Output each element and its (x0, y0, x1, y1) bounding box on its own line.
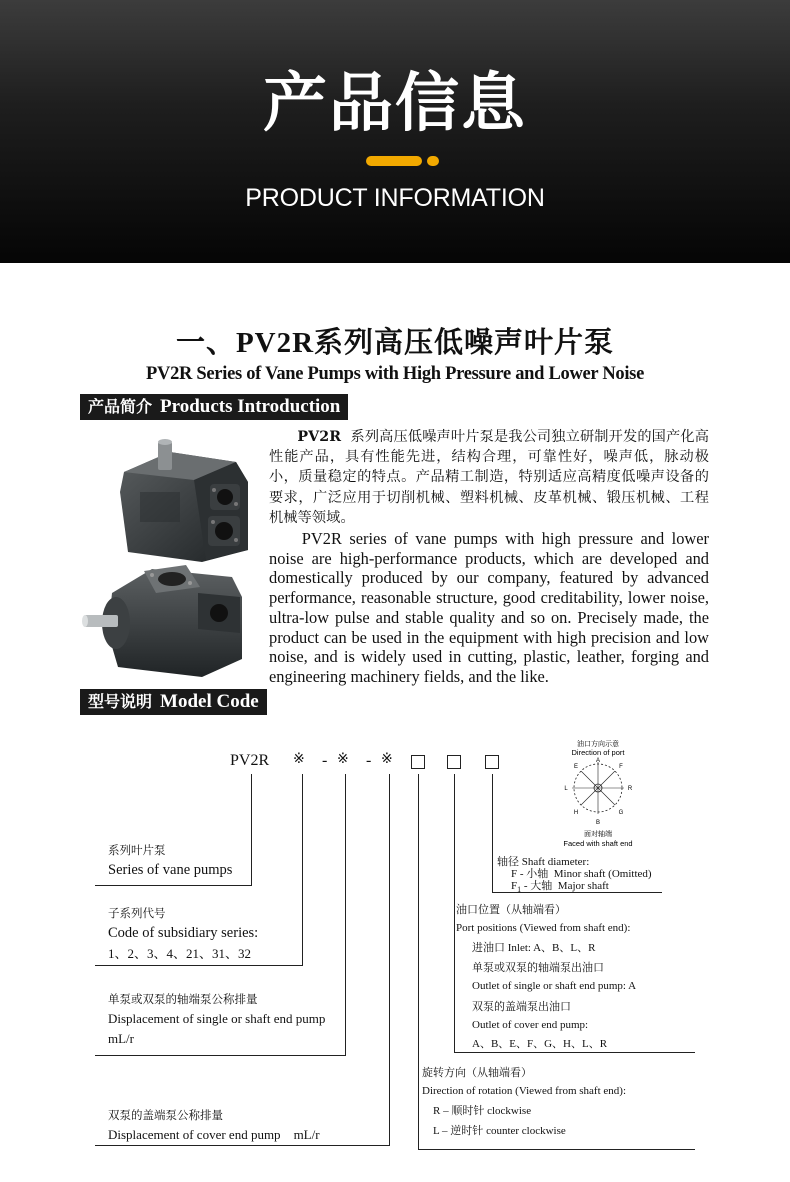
ports-single-outlet-cn: 单泵或双泵的轴端泵出油口 (472, 961, 604, 975)
rotation-en: Direction of rotation (Viewed from shaft end): (422, 1085, 626, 1098)
rotation-counter-clockwise (433, 1121, 566, 1141)
subsidiary-cn: 子系列代号 (108, 906, 166, 920)
displacement-cover-en: Displacement of cover end pump (108, 1127, 281, 1142)
model-code-box-3 (485, 755, 499, 769)
model-code-dash-2: - (366, 752, 372, 769)
ports-cn: 油口位置（从轴端看） (456, 903, 566, 916)
accent-bar-short (427, 156, 439, 166)
intro-tag-cn: 产品简介 (88, 397, 153, 416)
rotation-r-cn: 顺时针 (451, 1104, 485, 1117)
subsidiary-en: Code of subsidiary series: (108, 925, 259, 941)
connector-displacement-cover (389, 774, 390, 1146)
rotation-r-en: clockwise (487, 1105, 532, 1117)
displacement-shaft-en: Displacement of single or shaft end pump (108, 1011, 326, 1026)
shaft-opt2-code: F (511, 880, 518, 892)
underline-subsidiary (95, 965, 303, 966)
underline-displacement-cover (95, 1145, 390, 1146)
intro-product-name: PV2R (297, 429, 342, 445)
rotation-cn: 旋转方向（从轴端看） (422, 1066, 532, 1079)
port-letter-e: E (573, 764, 579, 770)
connector-shaft (492, 774, 493, 893)
shaft-en: Shaft diameter: (521, 856, 590, 868)
rotation-clockwise (433, 1101, 566, 1121)
rotation-l-code: L – (433, 1125, 448, 1138)
subsidiary-label (108, 903, 258, 964)
series-cn: 系列叶片泵 (108, 843, 166, 857)
section-subtitle: PV2R Series of Vane Pumps with High Pressure and Lower Noise (146, 364, 644, 384)
intro-tag-en: Products Introduction (160, 396, 341, 417)
intro-text-block (269, 427, 709, 687)
model-code-box-1 (411, 755, 425, 769)
port-letter-b: B (595, 820, 601, 826)
ports-inlet-en: Inlet: A、B、L、R (507, 942, 596, 954)
model-tag-cn: 型号说明 (88, 692, 153, 711)
page-title: 产品信息 (263, 67, 527, 141)
ports-inlet-cn: 进油口 (472, 941, 505, 954)
shaft-opt1-en: Minor shaft (Omitted) (553, 868, 652, 880)
shaft-opt2-dash: - (521, 880, 531, 892)
shaft-opt1-code: F - (511, 868, 524, 880)
connector-series (251, 774, 252, 886)
displacement-shaft-cn: 单泵或双泵的轴端泵公称排量 (108, 992, 258, 1006)
connector-rotation (418, 774, 419, 1150)
ports-label (456, 900, 630, 938)
model-tag-en: Model Code (160, 691, 259, 712)
rotation-label (422, 1063, 626, 1101)
series-en: Series of vane pumps (108, 862, 233, 878)
shaft-opt1-cn: 小轴 (526, 867, 549, 880)
displacement-shaft-label (108, 989, 325, 1049)
vane-pump-photo-front (110, 432, 255, 564)
underline-displacement-shaft (95, 1055, 346, 1056)
shaft-option-major (511, 876, 609, 899)
displacement-cover-unit: mL/r (293, 1127, 320, 1142)
rotation-options (433, 1101, 566, 1141)
model-code-symbol-2: ※ (337, 751, 349, 767)
port-letter-l: L (564, 786, 568, 792)
port-title-cn: 油口方向示意 (577, 740, 619, 748)
port-letter-h: H (573, 810, 579, 816)
rotation-l-en: counter clockwise (486, 1125, 566, 1138)
port-direction-diagram (548, 740, 648, 850)
model-code-prefix: PV2R (230, 752, 270, 769)
shaft-cn: 轴径 (497, 855, 519, 868)
port-caption-en: Faced with shaft end (563, 839, 633, 848)
ports-en: Port positions (Viewed from shaft end): (456, 922, 631, 935)
connector-displacement-shaft (345, 774, 346, 1056)
section-title: 一、PV2R系列高压低噪声叶片泵 (175, 327, 615, 359)
model-code-tag (80, 689, 267, 715)
accent-bar-long (366, 156, 422, 166)
shaft-opt2-sub: 1 (517, 885, 522, 895)
port-letter-r: R (627, 786, 633, 792)
connector-subsidiary (302, 774, 303, 966)
intro-paragraph-cn (269, 427, 709, 528)
ports-cover-outlet-cn: 双泵的盖端泵出油口 (472, 999, 571, 1013)
shaft-opt2-cn: 大轴 (530, 879, 553, 892)
ports-inlet-row (472, 938, 636, 958)
ports-cover-outlet-en: Outlet of cover end pump: (472, 1018, 589, 1031)
port-letter-a: A (595, 758, 601, 764)
shaft-opt2-en: Major shaft (557, 880, 609, 892)
products-introduction-tag (80, 394, 348, 420)
displacement-cover-cn: 双泵的盖端泵公称排量 (108, 1108, 223, 1122)
model-code-dash-1: - (322, 752, 328, 769)
series-label (108, 840, 232, 881)
model-code-diagram (0, 740, 790, 1160)
displacement-shaft-unit: mL/r (108, 1031, 134, 1046)
underline-rotation (418, 1149, 695, 1150)
underline-series (95, 885, 252, 886)
displacement-cover-row (108, 1125, 320, 1145)
ports-cover-outlet-values: A、B、E、F、G、H、L、R (472, 1038, 608, 1051)
intro-text-cn: 系列高压低噪声叶片泵是我公司独立研制开发的国产化高性能产品，具有性能先进，结构合理，可靠性好，噪声低，脉动极小，质量稳定的特点。产品精工制造，特别适应高精度低噪声设备的要求，广泛应用于切削机械、塑料机械、皮革机械、锻压机械、工程机械等领域。 (269, 429, 709, 526)
ports-details (472, 938, 636, 1054)
port-title-en: Direction of port (571, 748, 625, 757)
rotation-l-cn: 逆时针 (450, 1124, 484, 1138)
subsidiary-values: 1、2、3、4、21、31、32 (108, 946, 252, 961)
intro-paragraph-en: PV2R series of vane pumps with high pressure and lower noise are high-performance products, which are developed and domestically produced by our company, featured by advanced performance, reasonable structure, good creditability, lower noise, ultra-low pulse and stable quality and so on. Precisely made, the product can be used in the equipment with high precision and low noise, and is widely used in cutting, plastic, leather, forging and engineering machinery fields, and the like. (269, 529, 709, 686)
model-code-symbol-1: ※ (293, 751, 305, 767)
model-code-symbol-3: ※ (381, 751, 393, 767)
port-letter-f: F (619, 764, 623, 770)
ports-single-outlet-en: Outlet of single or shaft end pump: A (472, 980, 637, 993)
header-banner (0, 0, 790, 263)
port-caption-cn: 面对轴端 (584, 830, 612, 838)
vane-pump-photo-side (82, 563, 247, 683)
port-letter-g: G (618, 810, 624, 816)
displacement-cover-label (108, 1105, 320, 1145)
rotation-r-code: R – (433, 1105, 449, 1117)
page-subtitle: PRODUCT INFORMATION (245, 184, 545, 212)
model-code-box-2 (447, 755, 461, 769)
